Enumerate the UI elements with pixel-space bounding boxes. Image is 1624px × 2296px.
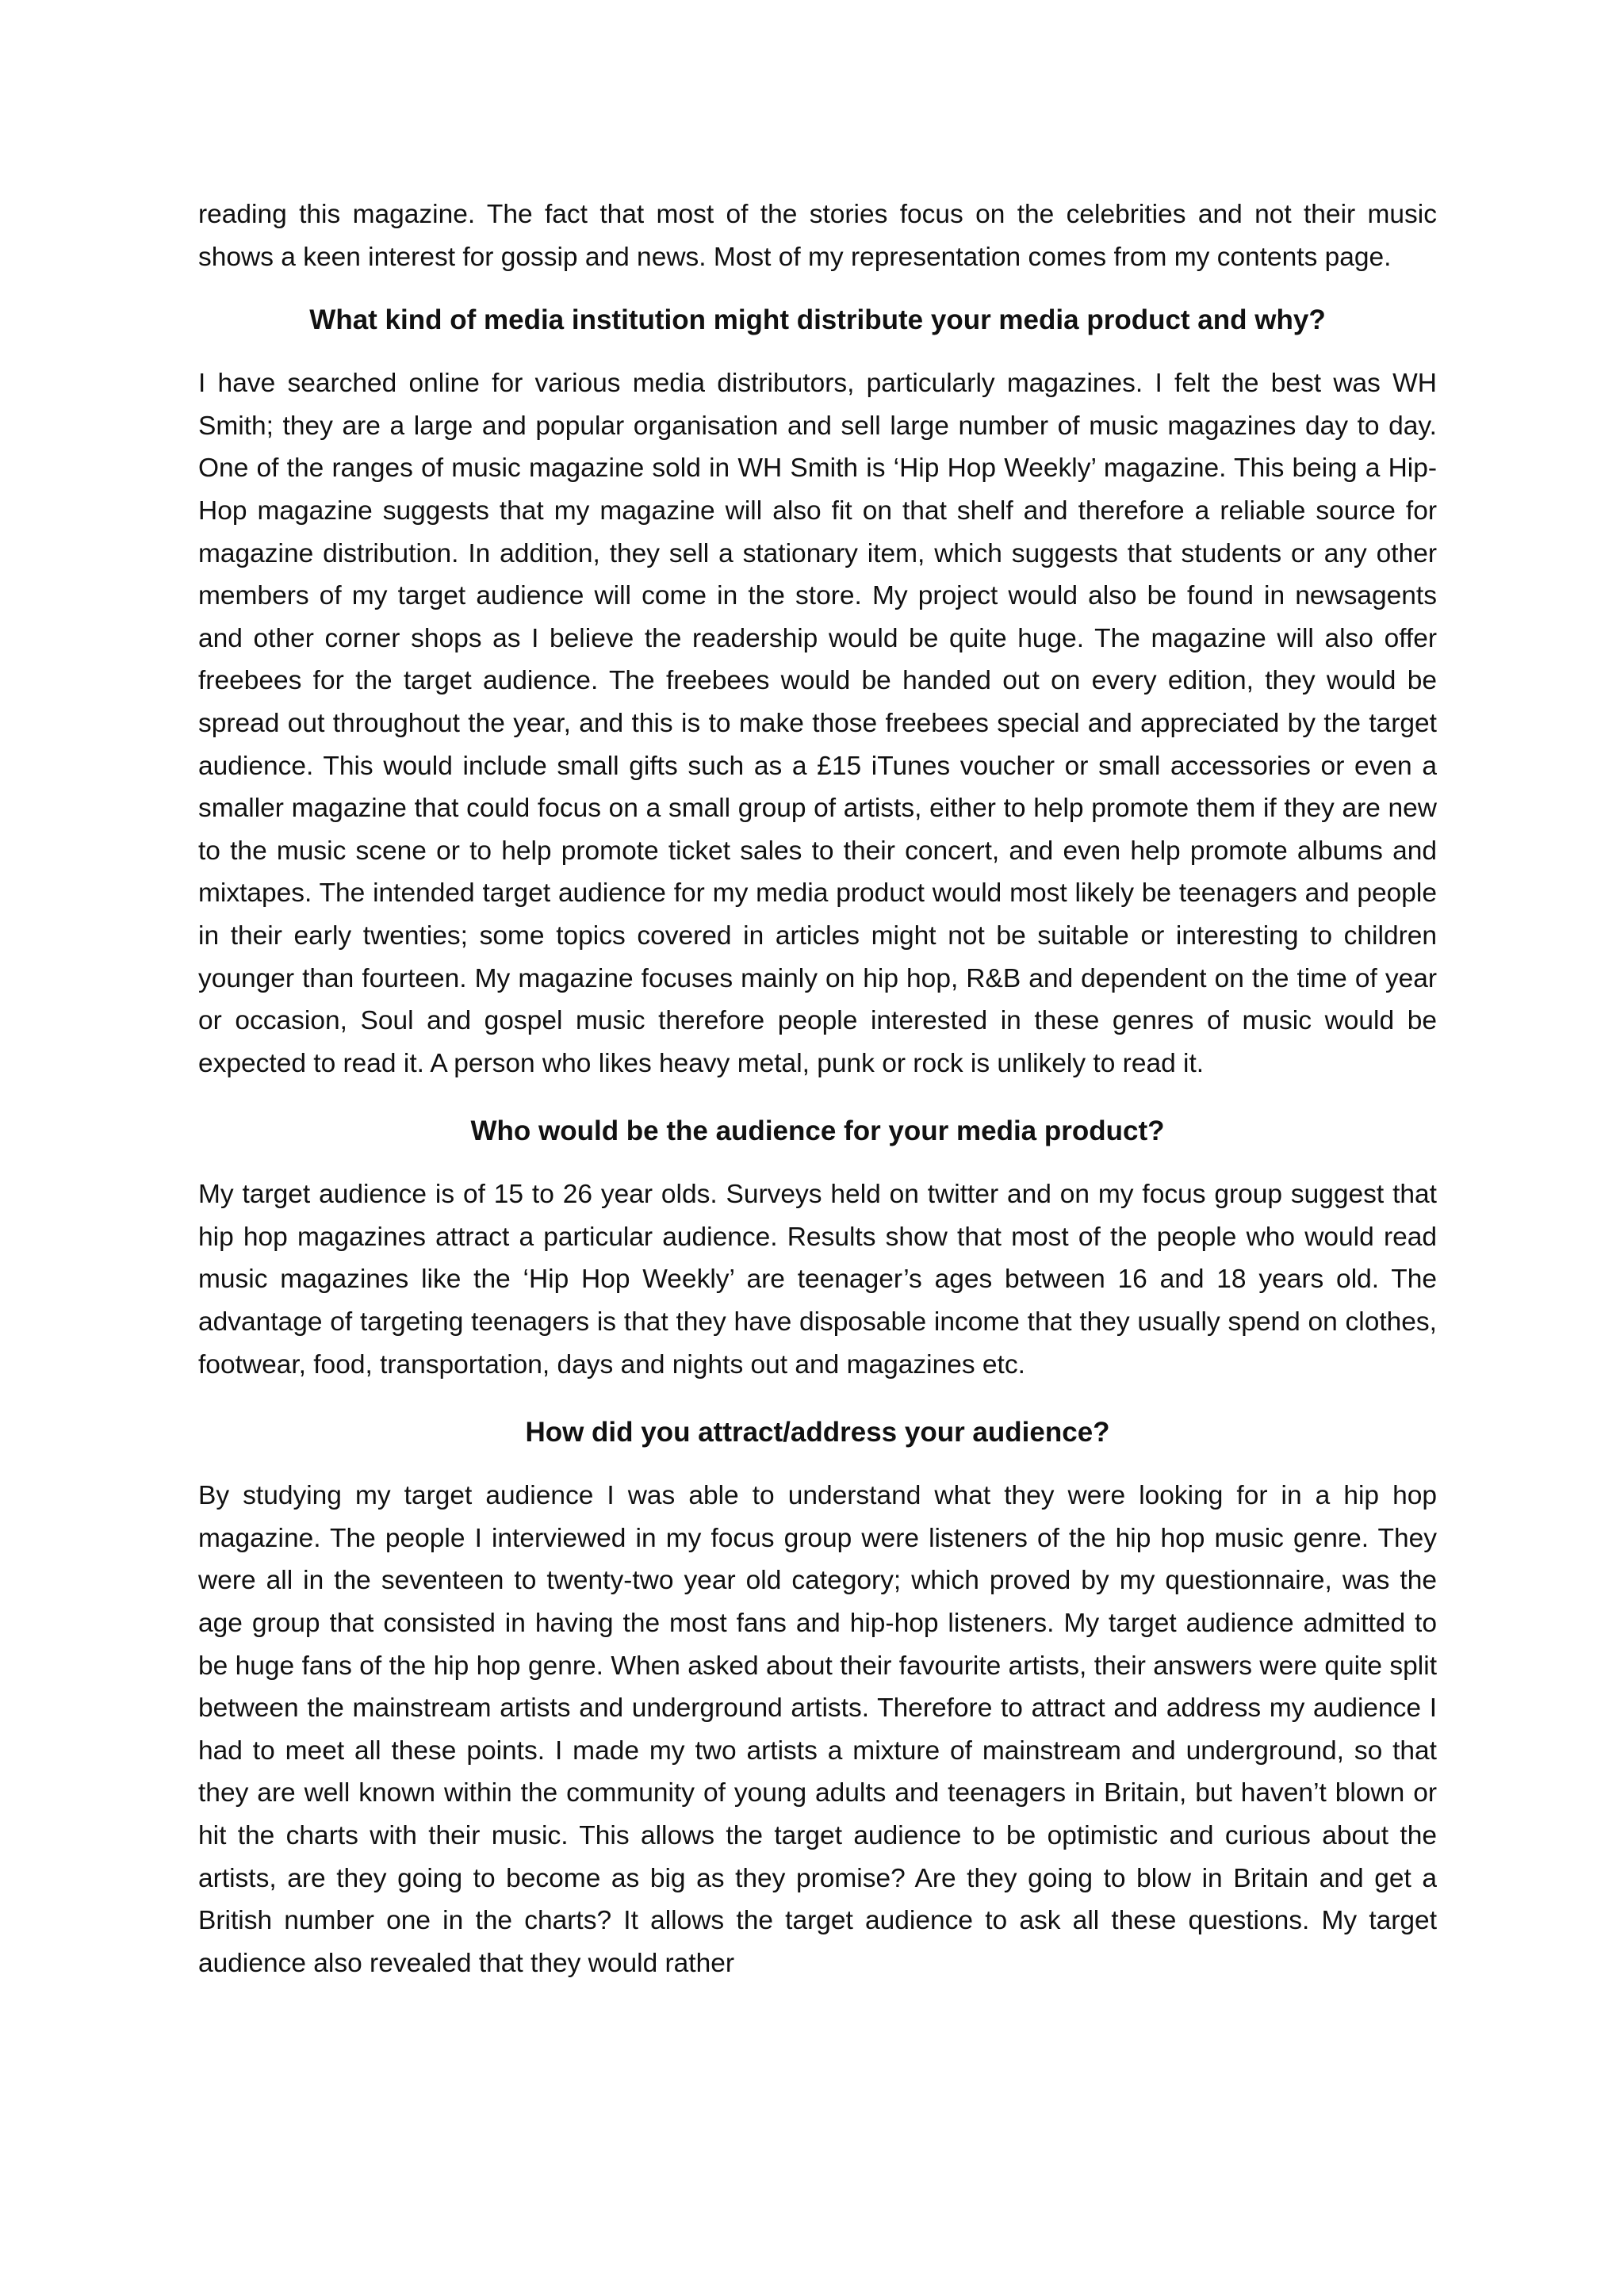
intro-paragraph: reading this magazine. The fact that most of the stories focus on the celebrities and not their music shows a keen interest for gossip and news. Most of my representation comes from my contents page. — [198, 200, 1437, 272]
section-heading-distribution: What kind of media institution might distribute your media product and why? — [309, 304, 1326, 336]
section-heading-audience: Who would be the audience for your media product? — [470, 1115, 1165, 1147]
section-body-attract: By studying my target audience I was able to understand what they were looking for in a hip hop magazine. The people I interviewed in my focus group were listeners of the hip hop music genre. They were all in the seventeen to twenty-two year old category; which proved by my questionnaire, was the age group that consisted in having the most fans and hip-hop listeners. My target audience admitted to be huge fans of the hip hop genre. When asked about their favourite artists, their answers were quite split between the mainstream artists and underground artists. Therefore to attract and address my audience I had to meet all these points. I made my two artists a mixture of mainstream and underground, so that they are well known within the community of young adults and teenagers in Britain, but haven’t blown or hit the charts with their music. This allows the target audience to be optimistic and curious about the artists, are they going to become as big as they promise? Are they going to blow in Britain and get a British number one in the charts? It allows the target audience to ask all these questions. My target audience also revealed that they would rather — [198, 1481, 1437, 1978]
section-heading-attract: How did you attract/address your audience? — [525, 1417, 1110, 1448]
document-page — [198, 193, 1437, 1984]
section-body-distribution: I have searched online for various media distributors, particularly magazines. I felt the best was WH Smith; they are a large and popular organisation and sell large number of music magazines day to day. One of the ranges of music magazine sold in WH Smith is ‘Hip Hop Weekly’ magazine. This being a Hip-Hop magazine suggests that my magazine will also fit on that shelf and therefore a reliable source for magazine distribution. In addition, they sell a stationary item, which suggests that students or any other members of my target audience will come in the store. My project would also be found in newsagents and other corner shops as I believe the readership would be quite huge. The magazine will also offer freebees for the target audience. The freebees would be handed out on every edition, they would be spread out throughout the year, and this is to make those freebees special and appreciated by the target audience. This would include small gifts such as a £15 iTunes voucher or small accessories or even a smaller magazine that could focus on a small group of artists, either to help promote them if they are new to the music scene or to help promote ticket sales to their concert, and even help promote albums and mixtapes. The intended target audience for my media product would most likely be teenagers and people in their early twenties; some topics covered in articles might not be suitable or interesting to children younger than fourteen. My magazine focuses mainly on hip hop, R&B and dependent on the time of year or occasion, Soul and gospel music therefore people interested in these genres of music would be expected to read it. A person who likes heavy metal, punk or rock is unlikely to read it. — [198, 369, 1437, 1078]
section-body-audience: My target audience is of 15 to 26 year olds. Surveys held on twitter and on my focus group suggest that hip hop magazines attract a particular audience. Results show that most of the people who would read music magazines like the ‘Hip Hop Weekly’ are teenager’s ages between 16 and 18 years old. The advantage of targeting teenagers is that they have disposable income that they usually spend on clothes, footwear, food, transportation, days and nights out and magazines etc. — [198, 1180, 1437, 1380]
